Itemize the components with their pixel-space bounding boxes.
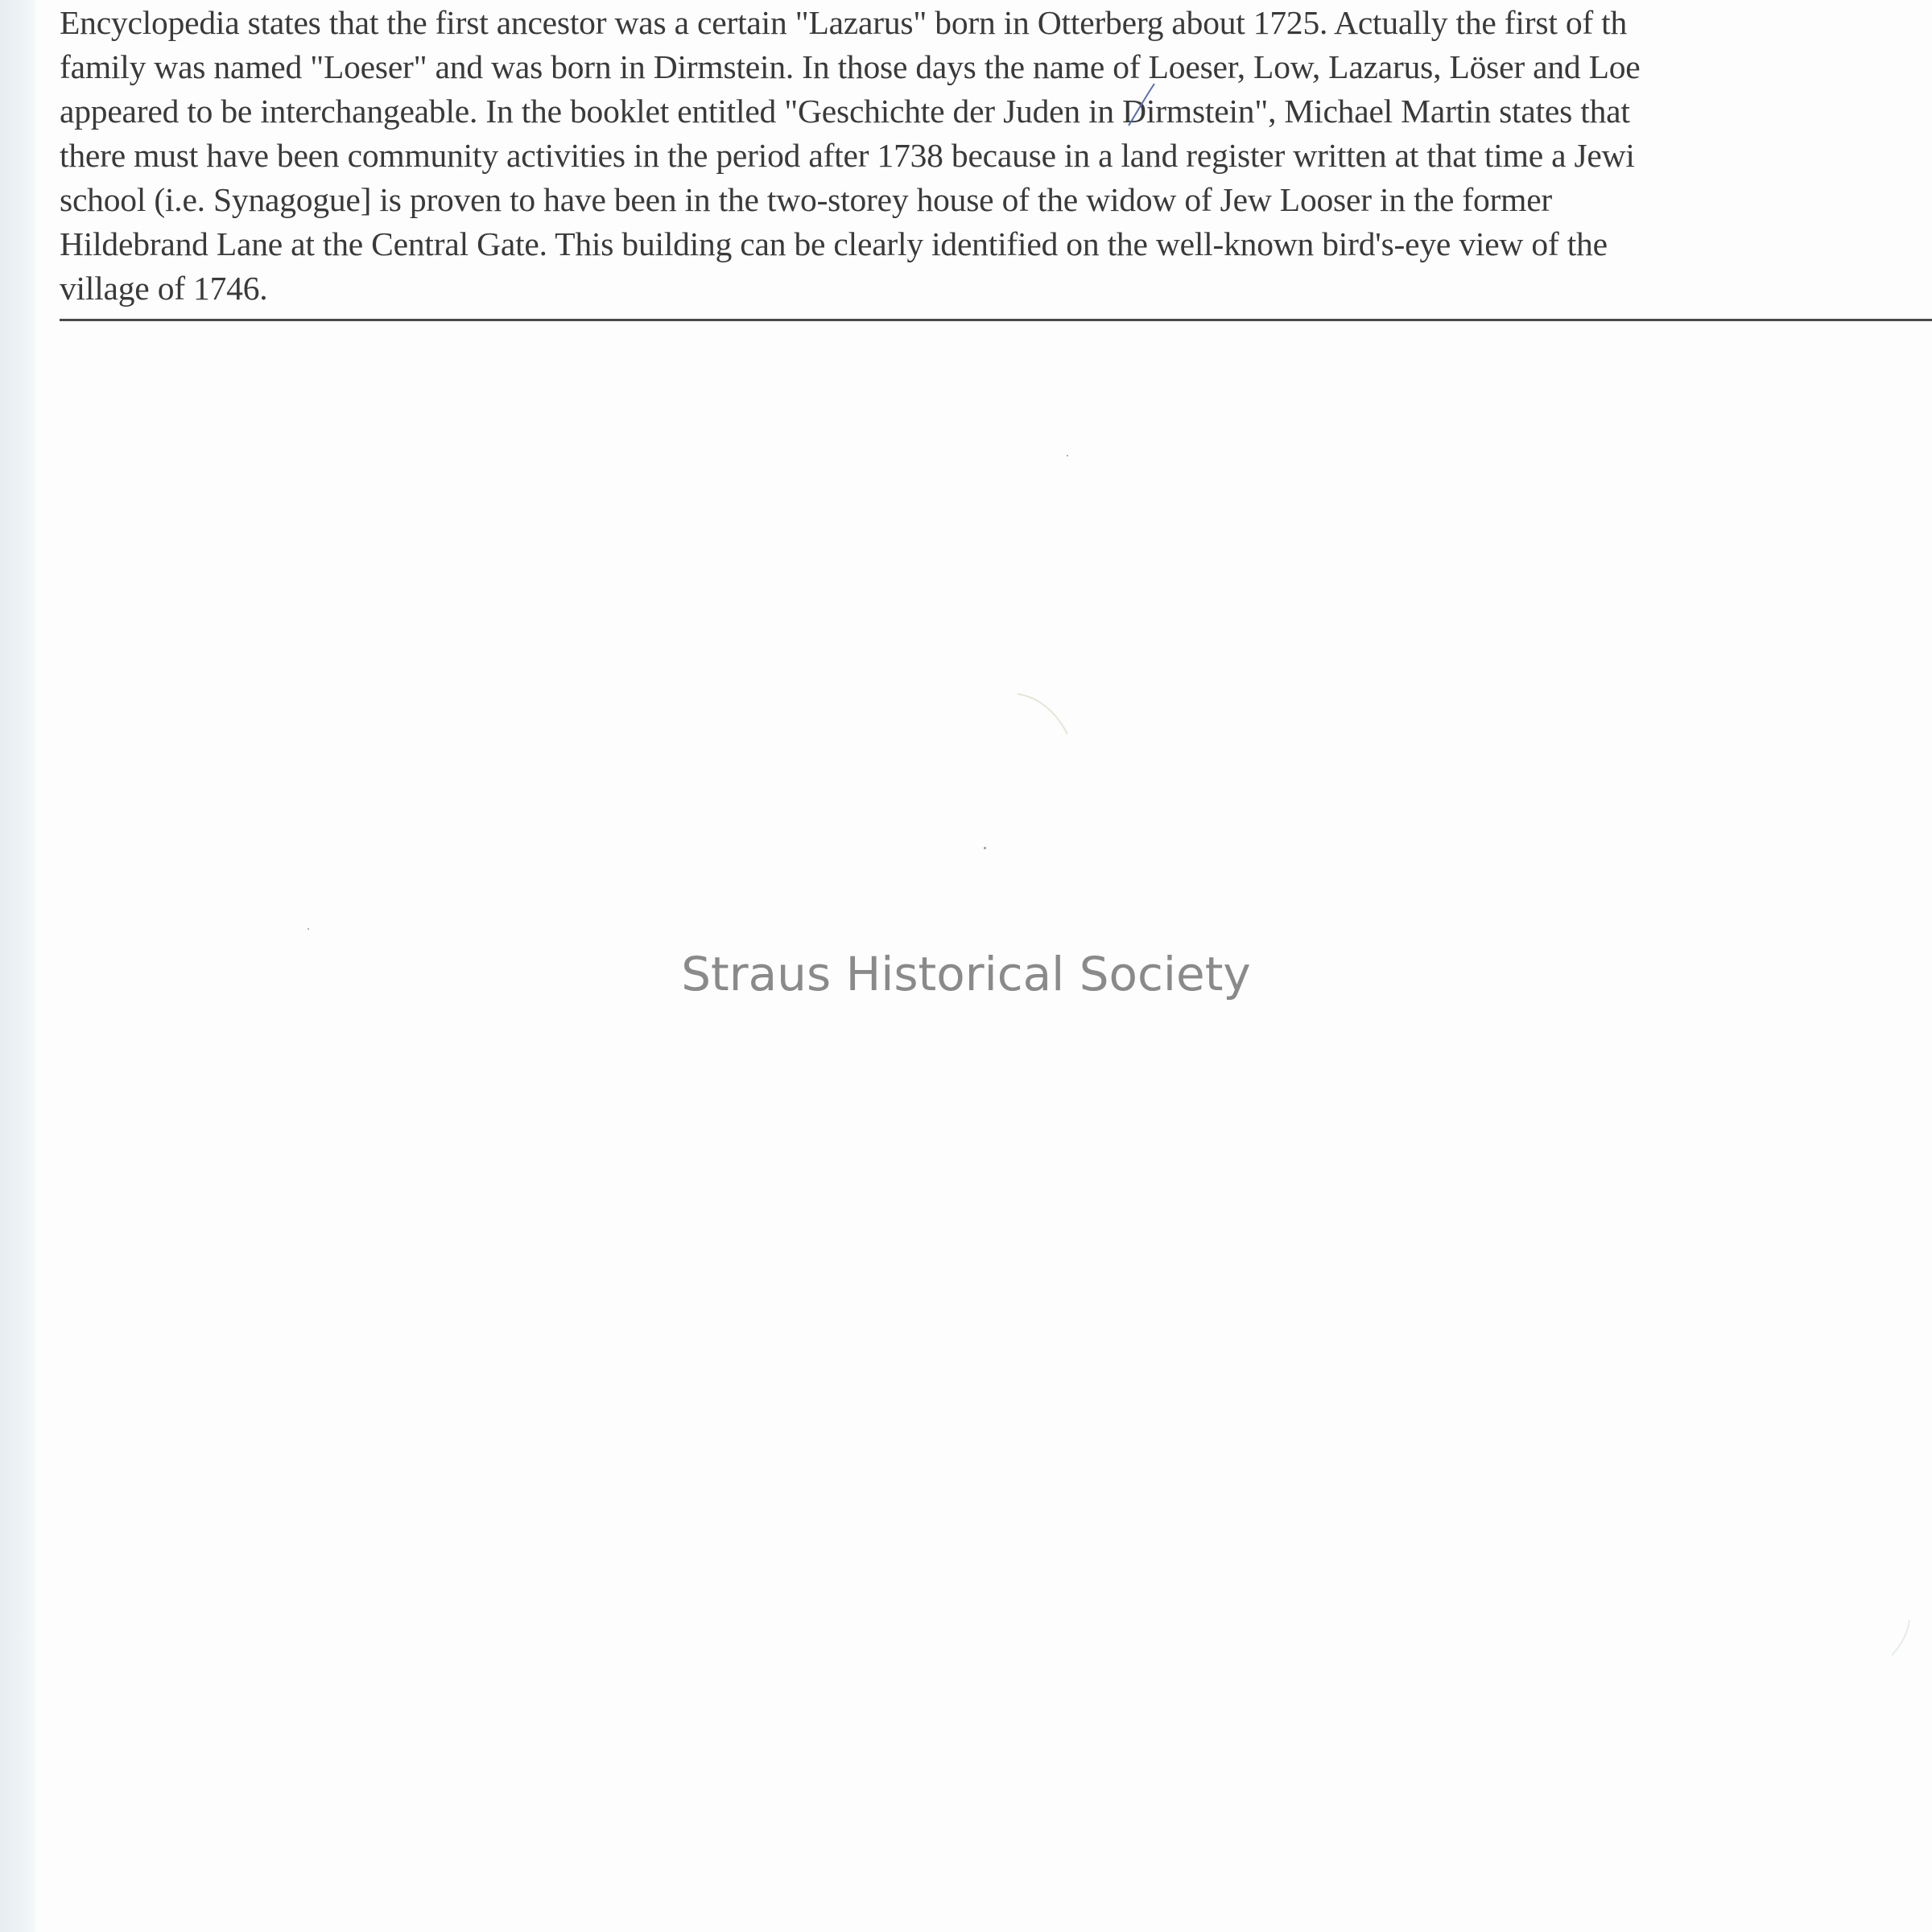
paragraph-line: there must have been community activities in the period after 1738 because in a land register written at that time a Jewi	[60, 137, 1635, 174]
scan-scuff	[1016, 689, 1072, 737]
pen-mark	[1125, 80, 1158, 129]
paragraph-line: family was named "Loeser" and was born in Dirmstein. In those days the name of Loeser, Low, Lazarus, Löser and Loe	[60, 48, 1641, 85]
horizontal-rule	[60, 319, 1932, 321]
paragraph-line: appeared to be interchangeable. In the booklet entitled "Geschichte der Juden in Dirmstein", Michael Martin states that	[60, 93, 1630, 130]
scan-scuff	[1889, 1618, 1913, 1658]
body-paragraph	[60, 0, 1932, 310]
scan-speck	[308, 928, 309, 930]
paragraph-line: village of 1746.	[60, 270, 268, 307]
scan-speck	[1067, 455, 1068, 456]
paragraph-line: school (i.e. Synagogue] is proven to have been in the two-storey house of the widow of Jew Looser in the former	[60, 181, 1553, 218]
paragraph-line: Encyclopedia states that the first ancestor was a certain "Lazarus" born in Otterberg about 1725. Actually the first of th	[60, 4, 1628, 41]
scan-speck	[984, 847, 986, 849]
watermark: Straus Historical Society	[681, 947, 1251, 1001]
paragraph-line: Hildebrand Lane at the Central Gate. This building can be clearly identified on the well-known bird's-eye view of the	[60, 225, 1608, 262]
